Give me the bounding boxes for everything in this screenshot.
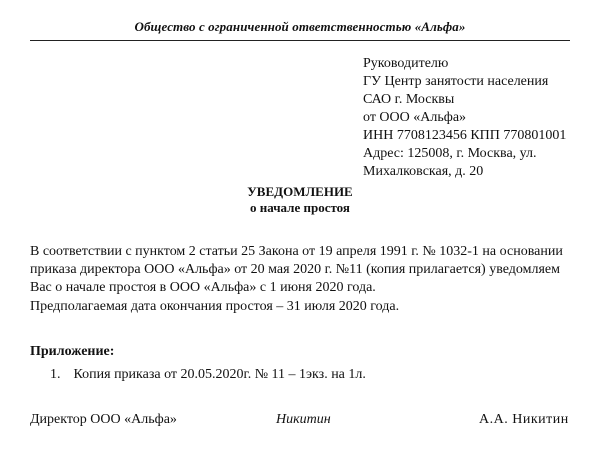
signer-position: Директор ООО «Альфа» [30, 412, 177, 427]
signature: Никитин [276, 412, 331, 427]
attachment-number: 1. [50, 367, 61, 382]
addressee-line: Руководителю [363, 56, 449, 71]
attachment-text: Копия приказа от 20.05.2020г. № 11 – 1экз. на 1л. [73, 367, 366, 382]
addressee-line: ИНН 7708123456 КПП 770801001 [363, 128, 567, 143]
body-line: Вас о начале простоя в ООО «Альфа» с 1 июня 2020 года. [30, 280, 376, 295]
end-date-paragraph: Предполагаемая дата окончания простоя – 31 июля 2020 года. [30, 299, 400, 314]
signer-name: А.А. Никитин [479, 412, 569, 427]
addressee-line: Михалковская, д. 20 [363, 164, 484, 179]
addressee-line: Адрес: 125008, г. Москва, ул. [363, 146, 537, 161]
header-divider [30, 40, 570, 41]
attachments-heading: Приложение: [30, 344, 115, 359]
body-paragraph [30, 243, 575, 297]
title-sub: о начале простоя [250, 200, 350, 215]
document-title [0, 184, 600, 216]
addressee-block [363, 55, 583, 181]
body-line: В соответствии с пунктом 2 статьи 25 Закона от 19 апреля 1991 г. № 1032-1 на основании [30, 244, 563, 259]
addressee-line: от ООО «Альфа» [363, 110, 467, 125]
body-line: приказа директора ООО «Альфа» от 20 мая 2020 г. №11 (копия прилагается) уведомляем [30, 262, 560, 277]
attachment-item [50, 367, 366, 383]
organization-header: Общество с ограниченной ответственностью «Альфа» [134, 19, 466, 34]
addressee-line: САО г. Москвы [363, 92, 455, 107]
addressee-line: ГУ Центр занятости населения [363, 74, 549, 89]
title-main: УВЕДОМЛЕНИЕ [247, 184, 353, 199]
attachments-list [50, 367, 366, 383]
